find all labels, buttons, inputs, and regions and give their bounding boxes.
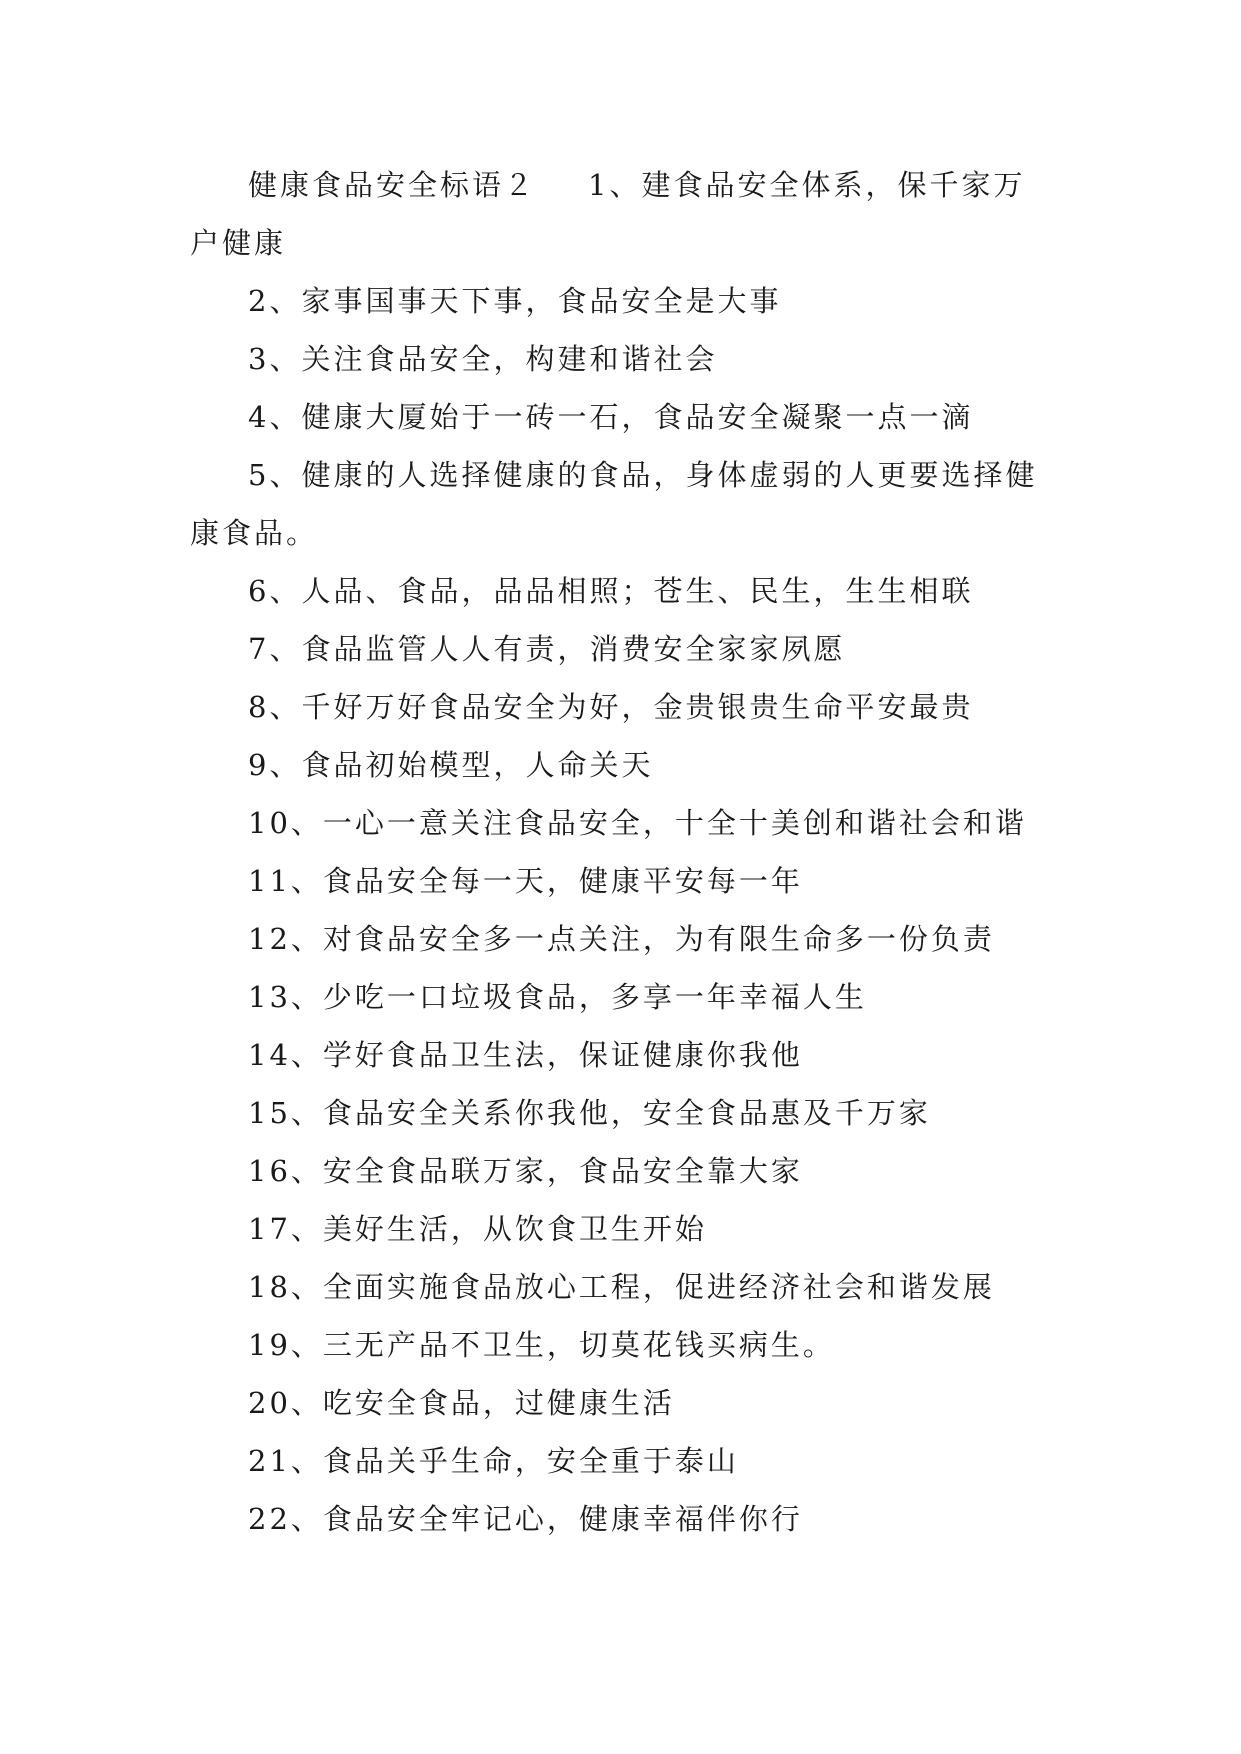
slogan-item-7: 7、食品监管人人有责，消费安全家家夙愿 <box>248 632 846 666</box>
slogan-item-6: 6、人品、食品，品品相照；苍生、民生，生生相联 <box>248 574 974 608</box>
slogan-item-22: 22、食品安全牢记心，健康幸福伴你行 <box>248 1502 803 1536</box>
slogan-item-8: 8、千好万好食品安全为好，金贵银贵生命平安最贵 <box>248 690 974 724</box>
slogan-item-11: 11、食品安全每一天，健康平安每一年 <box>248 864 803 898</box>
slogan-item-2: 2、家事国事天下事，食品安全是大事 <box>248 284 782 318</box>
slogan-item-3: 3、关注食品安全，构建和谐社会 <box>248 342 718 376</box>
slogan-item-18: 18、全面实施食品放心工程，促进经济社会和谐发展 <box>248 1270 995 1304</box>
slogan-item-13: 13、少吃一口垃圾食品，多享一年幸福人生 <box>248 980 867 1014</box>
slogan-item-1: 1、建食品安全体系，保千家万户健康 <box>190 168 1026 260</box>
slogan-item-17: 17、美好生活，从饮食卫生开始 <box>248 1212 707 1246</box>
slogan-item-19: 19、三无产品不卫生，切莫花钱买病生。 <box>248 1328 835 1362</box>
slogan-item-21: 21、食品关乎生命，安全重于泰山 <box>248 1444 739 1478</box>
slogan-item-9: 9、食品初始模型，人命关天 <box>248 748 654 782</box>
document-body <box>190 156 1050 1548</box>
slogan-item-20: 20、吃安全食品，过健康生活 <box>248 1386 675 1420</box>
slogan-item-5: 5、健康的人选择健康的食品，身体虚弱的人更要选择健康食品。 <box>190 458 1038 550</box>
slogan-item-12: 12、对食品安全多一点关注，为有限生命多一份负责 <box>248 922 995 956</box>
slogan-item-15: 15、食品安全关系你我他，安全食品惠及千万家 <box>248 1096 931 1130</box>
heading-paragraph <box>190 156 1050 272</box>
slogan-item-16: 16、安全食品联万家，食品安全靠大家 <box>248 1154 803 1188</box>
slogan-item-14: 14、学好食品卫生法，保证健康你我他 <box>248 1038 803 1072</box>
document-title: 健康食品安全标语２ <box>248 168 537 202</box>
slogan-item-4: 4、健康大厦始于一砖一石，食品安全凝聚一点一滴 <box>248 400 974 434</box>
slogan-item-10: 10、一心一意关注食品安全，十全十美创和谐社会和谐 <box>248 806 1027 840</box>
